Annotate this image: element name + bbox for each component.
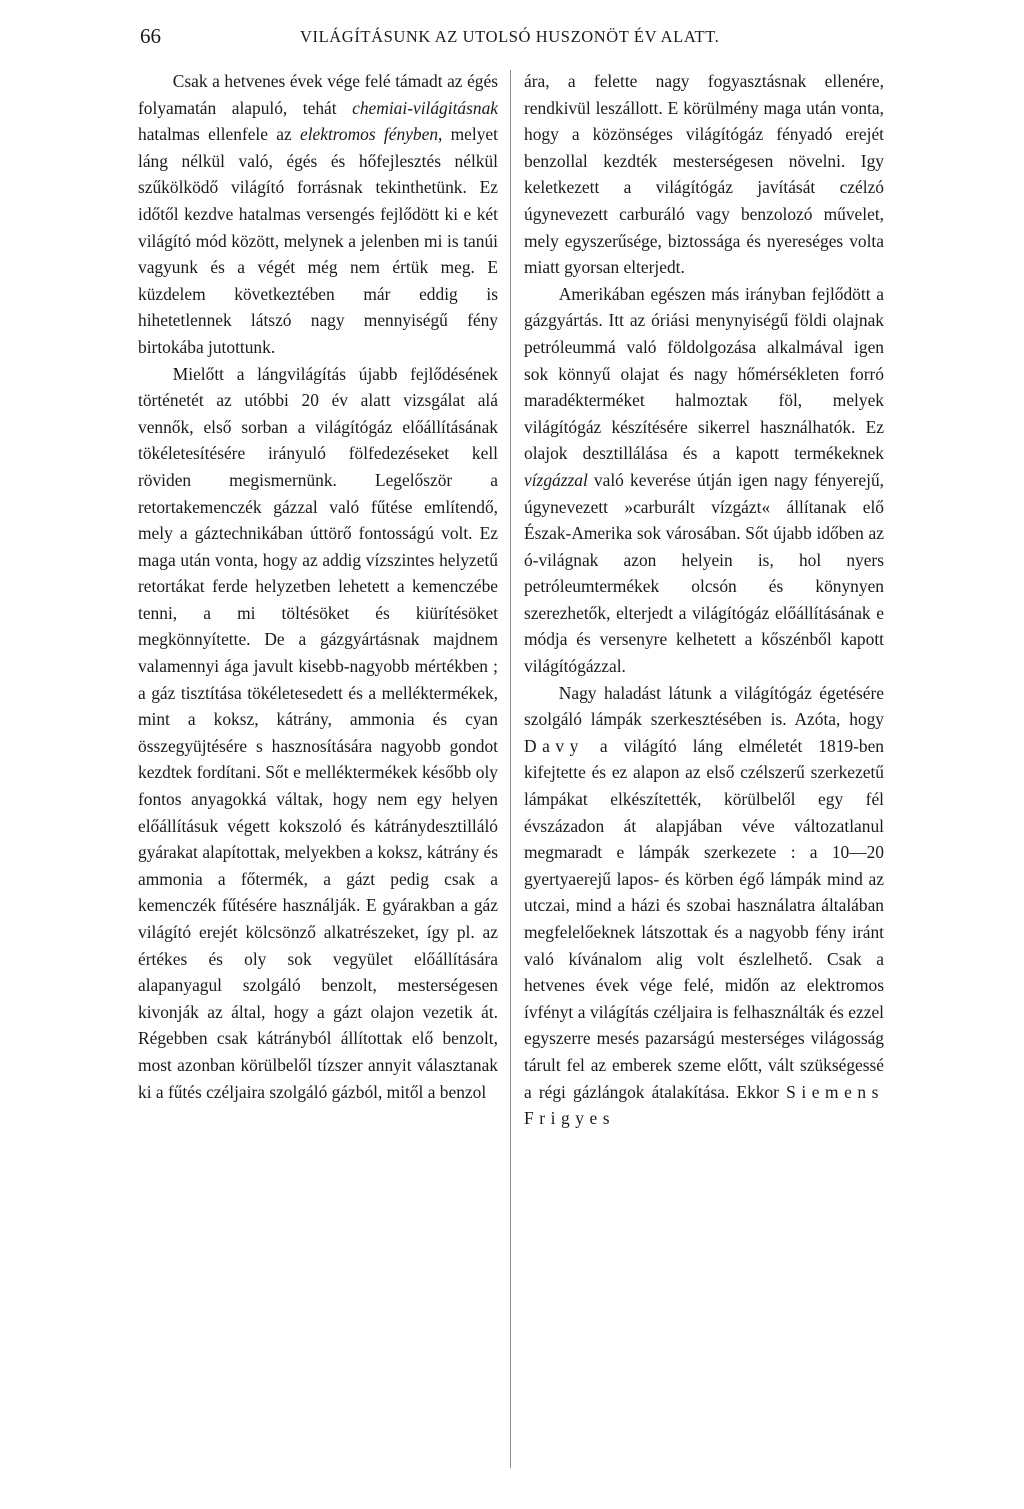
text-span: Nagy haladást látunk a világítógáz égetésére szolgáló lámpák szerkesztésében is. Azóta, hogy <box>524 682 884 730</box>
paragraph-gas-production: Mielőtt a lángvilágítás újabb fejlődésének történetét az utóbbi 20 év alatt vizsgálat alá vennők, első sorban a világítógáz előállításának tökéletesítésére irányuló fölfedezéseket kell röviden megismernünk. Legelőször a retortakemenczék gázzal való fűtése említendő, mely a gáztechnikában úttörő fontosságú volt. Ez maga után vonta, hogy az addig vízszintes helyzetű retortákat ferde helyzetben lehetett a kemenczébe tenni, a mi töltésöket és kiürítésöket megkönnyítette. De a gázgyártásnak majdnem valamennyi ága javult kisebb-nagyobb mértékben ; a gáz tisztítása tökéletesedett és a melléktermékek, mint a koksz, kátrány, ammonia és cyan összegyüjtésére s hasznosítására nagyobb gondot kezdtek fordítani. Sőt e melléktermékek később oly fontos anyagokká váltak, hogy nem egy helyen előállításuk végett kokszoló és kátránydesztilláló gyárakat alapítottak, melyekben a koksz, kátrány és ammonia a főtermék, a gázt pedig csak a kemenczék fűtésére használják. E gyárakban a gáz világító erejét kölcsönző alkatrészeket, így pl. az értékes és oly sok vegyület előállítására alapanyagul szolgáló benzolt, mesterségesen kivonják az által, hogy a gázt olajon vezetik át. Régebben csak kátrányból állítottak elő benzolt, most azonban körülbelől tízszer annyit választanak ki a fűtés czéljaira szolgáló gázból, mitől a benzol <box>138 363 498 1102</box>
spaced-name-siemens: Siemens Frigyes <box>524 1081 884 1129</box>
text-span: való keverése útján igen nagy fényerejű, úgynevezett »carburált vízgázt« állítanak elő Észak-Amerika sok városában. Sőt újabb időben az ó-világnak azon helyein is, hol nyers petróleumtermékek olcsón és könynyen szerezhetők, elterjedt a világítógáz előállításának e módja és versenyre kelhetett a kőszénből kapott világítógázzal. <box>524 469 884 677</box>
left-column <box>138 68 498 1105</box>
paragraph-electric-light <box>138 68 498 361</box>
italic-term-water-gas: vízgázzal <box>524 469 588 490</box>
text-span: , melyet láng nélkül való, égés és hőfejlesztés nélkül szűkölködő világító forrásnak tekinthetünk. Ez időtől kezdve hatalmas versengés fejlődött ki e két világító mód között, melynek a jelenben mi is tanúi vagyunk és a végét még nem értük meg. E küzdelem következtében már eddig is hihetetlennek látszó nagy mennyiségű fény birtokába jutottunk. <box>138 124 498 357</box>
italic-term-electric-light: elektromos fényben <box>299 124 439 145</box>
page-number: 66 <box>140 24 161 48</box>
paragraph-lamps <box>524 680 884 1132</box>
text-span: Amerikában egészen más irányban fejlődött a gázgyártás. Itt az óriási menynyiségű földi olajnak petróleummá való földolgozása alkalmával igen sok könnyű olajat és nagy hőmérsékleten forró maradékterméket halmoztak föl, melyek világítógáz készítésére sikerrel használhatók. Ez olajok desztillálása és a kapott termékeknek <box>524 283 884 464</box>
paragraph-america <box>524 281 884 680</box>
right-column <box>524 68 884 1132</box>
paragraph-benzol-continued: ára, a felette nagy fogyasztásnak ellenére, rendkivül leszállott. E körülmény maga után vonta, hogy a közönséges világítógáz fényadó erejét benzollal kezdték mesterségesen növelni. Igy keletkezett a világítógáz javítását czélzó úgynevezett carburáló vagy benzolozó művelet, mely egyszerűsége, biztossága és nyereséges volta miatt gyorsan elterjedt. <box>524 71 884 278</box>
text-span: a világító láng elméletét 1819-ben kifejtette és ez alapon az első czélszerű szerkezetű lámpákat elkészítették, körülbelől egy fél évszázadon át alapjában véve változatlanul megmaradt e lámpák szerkezete : a 10—20 gyertyaerejű lapos- és körben égő lámpák mind az utczai, mind a házi és szobai használatra általában megfelelőeknek látszottak és a nagyobb fény iránt való kívánalom alig volt észlelhető. Csak a hetvenes évek vége felé, midőn az elektromos ívfényt a világítás czéljaira is felhasználták és ezzel egyszerre mesés pazarságú mesterséges világosság tárult fel az emberek szeme előtt, vált szükségessé a régi gázlángok átalakítása. Ekkor <box>524 735 884 1102</box>
running-head <box>140 24 890 54</box>
text-span: hatalmas ellenfele az <box>138 124 300 145</box>
spaced-name-davy: Davy <box>524 735 584 756</box>
column-divider <box>510 70 511 1468</box>
italic-term-chemical-lighting: chemiai-világitásnak <box>352 97 498 118</box>
running-title: VILÁGÍTÁSUNK AZ UTOLSÓ HUSZONÖT ÉV ALATT. <box>300 27 720 46</box>
text-span: Csak a hetvenes évek vége felé támadt az égés folyamatán alapuló, tehát <box>138 71 498 118</box>
